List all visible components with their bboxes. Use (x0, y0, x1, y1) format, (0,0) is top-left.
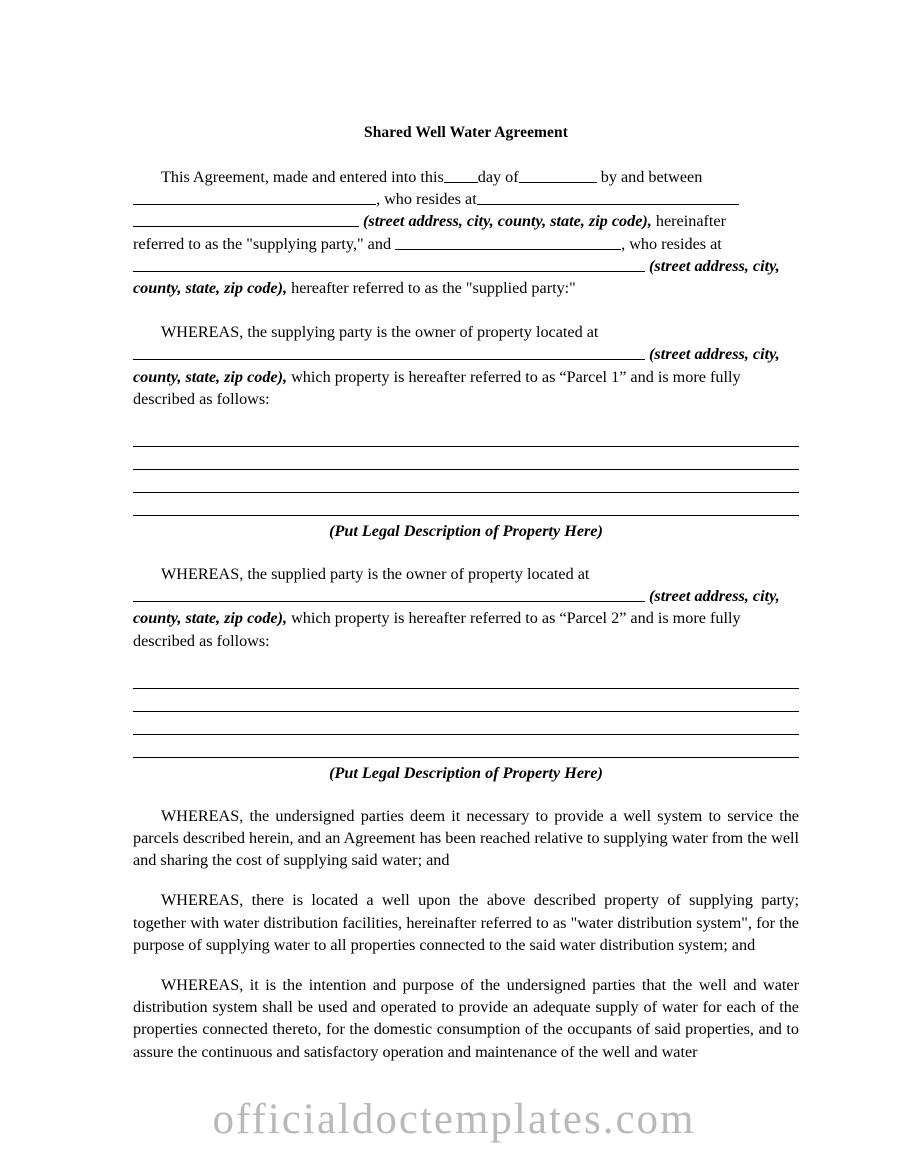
blank-month[interactable] (519, 167, 597, 183)
write-in-line[interactable] (133, 712, 799, 735)
text-p1-e: (street address, city, county, state, zip code), (363, 212, 652, 231)
blank-supplying-party-address-1[interactable] (477, 189, 739, 205)
text-p3-c: county, state, zip code), (133, 609, 288, 628)
spacer (133, 783, 799, 805)
legal-description-legend-1: (Put Legal Description of Property Here) (329, 522, 603, 541)
write-in-line[interactable] (133, 493, 799, 516)
blank-supplied-party-name[interactable] (395, 234, 621, 250)
text-p2-e: described as follows: (133, 389, 270, 408)
text-p2-c: county, state, zip code), (133, 367, 288, 386)
legal-description-lines-1 (133, 424, 799, 516)
watermark: officialdoctemplates.com (212, 1096, 696, 1143)
paragraph-parcel-1 (133, 321, 799, 410)
spacer (133, 871, 799, 889)
text-p1-k: hereafter referred to as the "supplied party:" (291, 279, 576, 298)
text-p2-b: (street address, city, (649, 345, 780, 364)
blank-parcel-1-address[interactable] (133, 344, 645, 360)
text-p3-e: described as follows: (133, 631, 270, 650)
write-in-line[interactable] (133, 470, 799, 493)
text-p4: WHEREAS, the undersigned parties deem it necessary to provide a well system to service the parcels described herein, and an Agreement has been reached relative to supplying water from the well and sharing the cost of supplying said water; and (133, 806, 799, 870)
text-p1-j: county, state, zip code), (133, 279, 288, 298)
blank-supplied-party-address[interactable] (133, 256, 645, 272)
paragraph-whereas-1 (133, 805, 799, 872)
blank-supplying-party-name[interactable] (133, 189, 376, 205)
text-p3-a: WHEREAS, the supplied party is the owner of property located at (161, 565, 590, 584)
document-body (133, 124, 799, 1063)
write-in-line[interactable] (133, 424, 799, 447)
text-p2-a: WHEREAS, the supplying party is the owner of property located at (161, 323, 599, 342)
text-p1-d: , who resides at (376, 190, 477, 209)
paragraph-parties (133, 166, 799, 299)
legal-description-lines-2 (133, 666, 799, 758)
paragraph-whereas-2 (133, 889, 799, 956)
paragraph-whereas-3 (133, 974, 799, 1063)
paragraph-parcel-2 (133, 563, 799, 652)
text-p2-d: which property is hereafter referred to as “Parcel 1” and is more fully (291, 367, 741, 386)
write-in-line[interactable] (133, 447, 799, 470)
text-p1-f: hereinafter (655, 212, 726, 231)
text-p1-a: This Agreement, made and entered into this (161, 168, 444, 186)
spacer (133, 541, 799, 563)
text-p3-b: (street address, city, (649, 587, 780, 606)
blank-supplying-party-address-2[interactable] (133, 211, 359, 227)
write-in-line[interactable] (133, 666, 799, 689)
text-p1-h: , who resides at (621, 234, 722, 253)
text-p5: WHEREAS, there is located a well upon the above described property of supplying party; together with water distribution facilities, hereinafter referred to as "water distribution system", for the purpose of supplying water to all properties connected to the said water distribution system; and (133, 891, 799, 954)
spacer (133, 299, 799, 321)
text-p1-i: (street address, city, (649, 256, 780, 275)
text-p6: WHEREAS, it is the intention and purpose of the undersigned parties that the well and water distribution system shall be used and operated to provide an adequate supply of water for each of the properties connected thereto, for the domestic consumption of the occupants of said properties, and to assure the continuous and satisfactory operation and maintenance of the well and water (133, 976, 799, 1061)
text-p3-d: which property is hereafter referred to as “Parcel 2” and is more fully (291, 609, 741, 628)
blank-parcel-2-address[interactable] (133, 586, 645, 602)
spacer (133, 956, 799, 974)
text-p1-g: referred to as the "supplying party," and (133, 234, 392, 253)
write-in-line[interactable] (133, 689, 799, 712)
write-in-line[interactable] (133, 735, 799, 758)
blank-day-number[interactable] (444, 167, 478, 183)
page-title: Shared Well Water Agreement (363, 124, 569, 141)
legal-description-legend-2: (Put Legal Description of Property Here) (329, 763, 603, 782)
text-p1-c: by and between (600, 168, 703, 186)
text-p1-b: day of (477, 168, 519, 186)
